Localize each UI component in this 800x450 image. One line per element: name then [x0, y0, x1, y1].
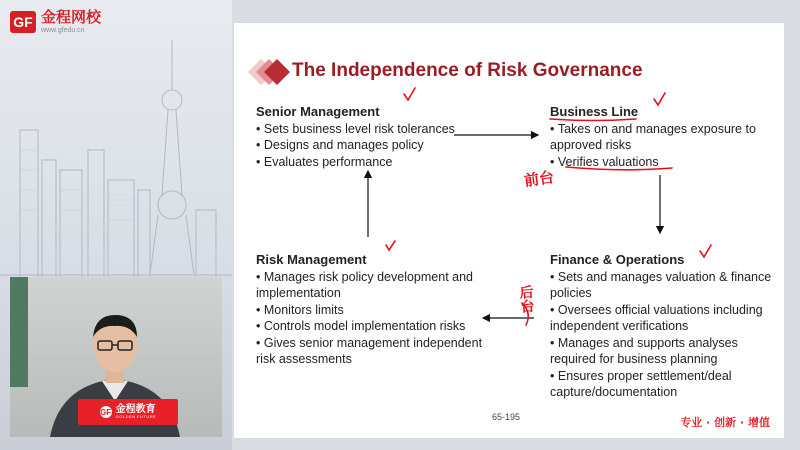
- bullet-item: • Verifies valuations: [550, 154, 775, 171]
- bullet-item: • Ensures proper settlement/deal capture/documentation: [550, 368, 780, 401]
- brand-logo-icon: GF: [10, 11, 36, 33]
- bullet-item: • Monitors limits: [256, 302, 491, 319]
- brand-url: www.gfedu.cn: [41, 27, 85, 34]
- bullet-item: • Controls model implementation risks: [256, 318, 491, 335]
- webcam-brand-cn: 金程教育: [115, 404, 156, 415]
- slide-slogan: 专业 · 创新 · 增值: [680, 416, 770, 429]
- finance-operations-title: Finance & Operations: [550, 252, 685, 267]
- front-office-annotation: 前台: [522, 167, 556, 190]
- webcam-brand-icon: GF: [100, 407, 112, 417]
- bullet-item: • Takes on and manages exposure to approved risks: [550, 121, 775, 154]
- risk-management-box: [256, 252, 491, 368]
- bullet-item: • Manages risk policy development and implementation: [256, 269, 491, 302]
- webcam-blackboard: [10, 277, 28, 387]
- check-mark-icon: [404, 88, 415, 100]
- senior-management-box: [256, 104, 486, 170]
- lecturer-webcam: [10, 277, 222, 437]
- business-line-box: [550, 104, 775, 170]
- webcam-brand-sign: [78, 399, 178, 425]
- risk-management-title: Risk Management: [256, 252, 367, 267]
- slide-title: The Independence of Risk Governance: [292, 60, 643, 81]
- bullet-item: • Designs and manages policy: [256, 137, 486, 154]
- bullet-item: • Sets and manages valuation & finance policies: [550, 269, 780, 302]
- webcam-brand-en: GOLDEN FUTURE: [115, 414, 157, 419]
- page-number: 65-195: [492, 412, 521, 422]
- presentation-slide: [234, 23, 784, 438]
- bullet-item: • Gives senior management independent risk assessments: [256, 335, 491, 368]
- bullet-item: • Evaluates performance: [256, 154, 486, 171]
- city-skyline-illustration: [0, 20, 232, 290]
- senior-management-title: Senior Management: [256, 104, 380, 119]
- bullet-item: • Manages and supports analyses required for business planning: [550, 335, 780, 368]
- bullet-item: • Oversees official valuations including independent verifications: [550, 302, 780, 335]
- brand-logo: [10, 10, 101, 34]
- brand-name: 金程网校: [41, 8, 102, 26]
- check-mark-icon: [386, 241, 395, 250]
- bullet-item: • Sets business level risk tolerances: [256, 121, 486, 138]
- business-line-title: Business Line: [550, 104, 639, 119]
- back-office-annotation: 后台: [517, 284, 535, 314]
- title-diamond-icon: [248, 59, 292, 85]
- finance-operations-box: [550, 252, 780, 401]
